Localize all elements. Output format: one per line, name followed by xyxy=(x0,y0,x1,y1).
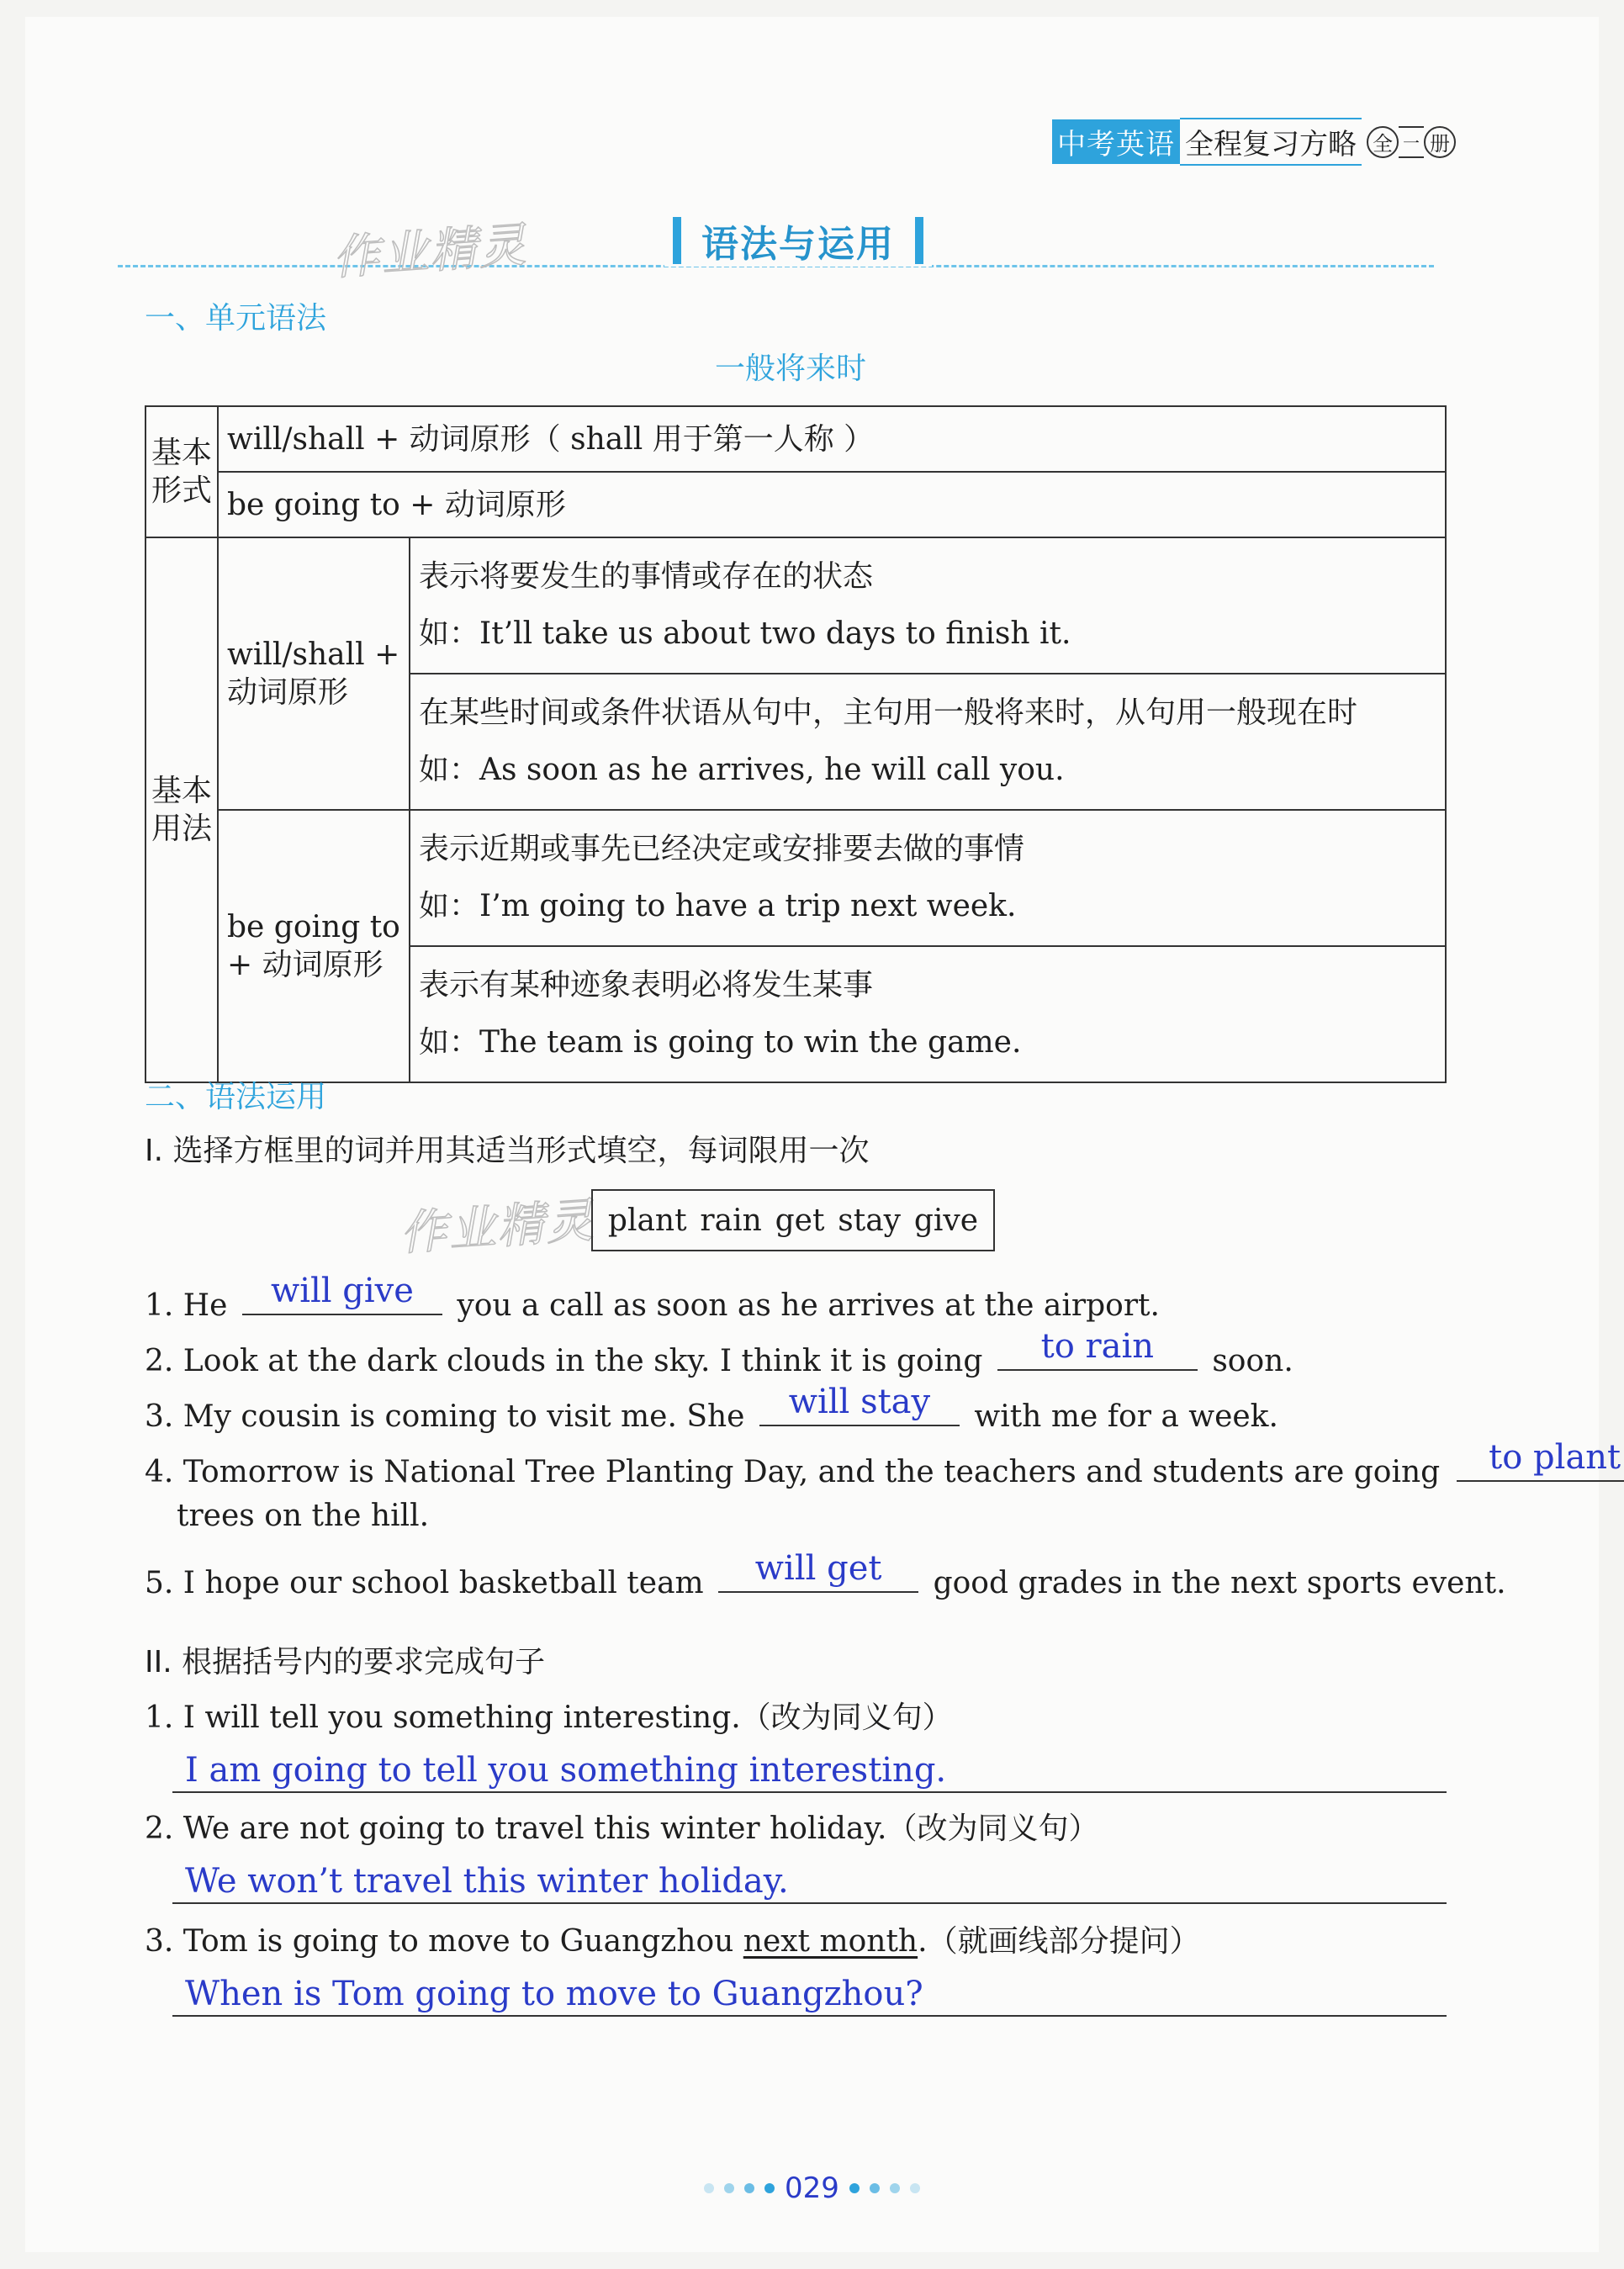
ex1-item-2 xyxy=(145,1327,1293,1378)
will-usage-cell-1 xyxy=(410,537,1446,674)
ex1-answer-3: will stay xyxy=(788,1383,931,1421)
ex2-instruction: II. 根据括号内的要求完成句子 xyxy=(145,1645,546,1679)
ex1-item-1-post: you a call as soon as he arrives at the airport. xyxy=(457,1288,1160,1323)
footer-dot xyxy=(724,2183,734,2193)
watermark-2: 作业精灵 xyxy=(398,1193,597,1262)
ex1-item-2-pre: 2. Look at the dark clouds in the sky. I think it is going xyxy=(145,1344,983,1378)
ex2-answer-line-3[interactable] xyxy=(172,1965,1447,2017)
ex2-question-1: 1. I will tell you something interesting.（改为同义句） xyxy=(145,1700,953,1735)
page-footer xyxy=(0,2171,1624,2205)
volume-badge xyxy=(1367,126,1456,158)
will-usage-cell-2 xyxy=(410,674,1446,810)
footer-dot xyxy=(849,2183,860,2193)
ex1-answer-1: will give xyxy=(270,1272,414,1310)
volume-char-1: 全 xyxy=(1367,126,1399,158)
ex1-blank-4[interactable] xyxy=(1457,1438,1624,1482)
ex2-question-3-post: .（就画线部分提问） xyxy=(918,1924,1200,1959)
grammar-table xyxy=(145,405,1447,1083)
basic-form-label: 基本形式 xyxy=(145,406,218,537)
part1-heading: 一、单元语法 xyxy=(145,301,327,336)
will-example-2: 如：As soon as he arrives, he will call you. xyxy=(419,753,1065,787)
ex2-question-3-pre: 3. Tom is going to move to Guangzhou xyxy=(145,1924,743,1959)
ex1-answer-5: will get xyxy=(754,1549,882,1588)
ex2-answer-2: We won’t travel this winter holiday. xyxy=(185,1862,789,1901)
watermark: 作业精灵 xyxy=(331,217,530,287)
going-label: be going to + 动词原形 xyxy=(218,810,410,1082)
ex2-question-3 xyxy=(145,1917,1200,1960)
banner-bar-left xyxy=(673,217,681,264)
banner-bar-right xyxy=(915,217,923,264)
ex1-item-4-post: trees on the hill. xyxy=(177,1499,430,1533)
ex2-answer-3: When is Tom going to move to Guangzhou? xyxy=(185,1975,923,2013)
ex1-item-5 xyxy=(145,1549,1506,1600)
going-example-2: 如：The team is going to win the game. xyxy=(419,1025,1022,1060)
going-usage-cell-1 xyxy=(410,810,1446,946)
ex1-item-2-post: soon. xyxy=(1212,1344,1293,1378)
word-stay: stay xyxy=(838,1203,902,1238)
ex1-answer-4: to plant xyxy=(1489,1438,1621,1477)
going-usage-cell-2 xyxy=(410,946,1446,1082)
page-number: 029 xyxy=(785,2171,839,2205)
footer-dot xyxy=(910,2183,920,2193)
part2-heading: 二、语法运用 xyxy=(145,1080,327,1114)
footer-dot xyxy=(704,2183,714,2193)
ex2-question-2: 2. We are not going to travel this winter holiday.（改为同义句） xyxy=(145,1811,1099,1846)
going-example-1: 如：I’m going to have a trip next week. xyxy=(419,889,1017,923)
going-usage-1: 表示近期或事先已经决定或安排要去做的事情 xyxy=(419,832,1025,866)
ex1-answer-2: to rain xyxy=(1040,1327,1155,1366)
section-banner xyxy=(664,214,932,267)
ex1-item-3 xyxy=(145,1383,1278,1434)
series-title: 全程复习方略 xyxy=(1180,118,1362,166)
will-usage-2: 在某些时间或条件状语从句中，主句用一般将来时，从句用一般现在时 xyxy=(419,696,1358,730)
ex1-blank-2[interactable] xyxy=(997,1327,1198,1371)
word-plant: plant xyxy=(607,1203,687,1238)
ex2-answer-line-1[interactable] xyxy=(172,1741,1447,1793)
footer-dot xyxy=(890,2183,900,2193)
ex1-item-1-pre: 1. He xyxy=(145,1288,228,1323)
footer-dot xyxy=(744,2183,754,2193)
ex1-blank-5[interactable] xyxy=(718,1549,918,1593)
word-give: give xyxy=(913,1203,979,1238)
footer-dot xyxy=(764,2183,775,2193)
footer-dot xyxy=(870,2183,880,2193)
ex2-question-3-underlined: next month xyxy=(743,1924,918,1959)
will-usage-1: 表示将要发生的事情或存在的状态 xyxy=(419,559,874,594)
word-rain: rain xyxy=(700,1203,762,1238)
section-title: 语法与运用 xyxy=(701,223,895,266)
series-header xyxy=(1052,118,1456,166)
ex2-answer-line-2[interactable] xyxy=(172,1852,1447,1904)
ex1-item-3-pre: 3. My cousin is coming to visit me. She xyxy=(145,1399,745,1434)
will-label: will/shall + 动词原形 xyxy=(218,537,410,810)
form-2: be going to + 动词原形 xyxy=(218,472,1446,537)
ex1-blank-1[interactable] xyxy=(242,1272,442,1315)
ex1-item-5-pre: 5. I hope our school basketball team xyxy=(145,1566,704,1600)
form-1: will/shall + 动词原形（ shall 用于第一人称 ） xyxy=(218,406,1446,472)
volume-char-2: 一 xyxy=(1399,126,1424,158)
ex1-item-5-post: good grades in the next sports event. xyxy=(933,1566,1506,1600)
table-title: 一般将来时 xyxy=(715,352,867,386)
volume-char-3: 册 xyxy=(1424,126,1456,158)
ex1-item-4 xyxy=(145,1438,1624,1489)
ex1-blank-3[interactable] xyxy=(759,1383,960,1426)
word-box xyxy=(591,1189,995,1251)
ex2-answer-1: I am going to tell you something interesting. xyxy=(185,1751,947,1790)
series-label-blue: 中考英语 xyxy=(1052,119,1180,164)
ex1-item-3-post: with me for a week. xyxy=(974,1399,1278,1434)
will-example-1: 如：It’ll take us about two days to finish it. xyxy=(419,616,1071,651)
ex1-item-4-pre: 4. Tomorrow is National Tree Planting Day, and the teachers and students are going xyxy=(145,1455,1441,1489)
going-usage-2: 表示有某种迹象表明必将发生某事 xyxy=(419,968,874,1002)
word-get: get xyxy=(775,1203,825,1238)
basic-usage-label: 基本用法 xyxy=(145,537,218,1082)
ex1-instruction: I. 选择方框里的词并用其适当形式填空，每词限用一次 xyxy=(145,1134,870,1168)
ex1-item-1 xyxy=(145,1272,1160,1323)
